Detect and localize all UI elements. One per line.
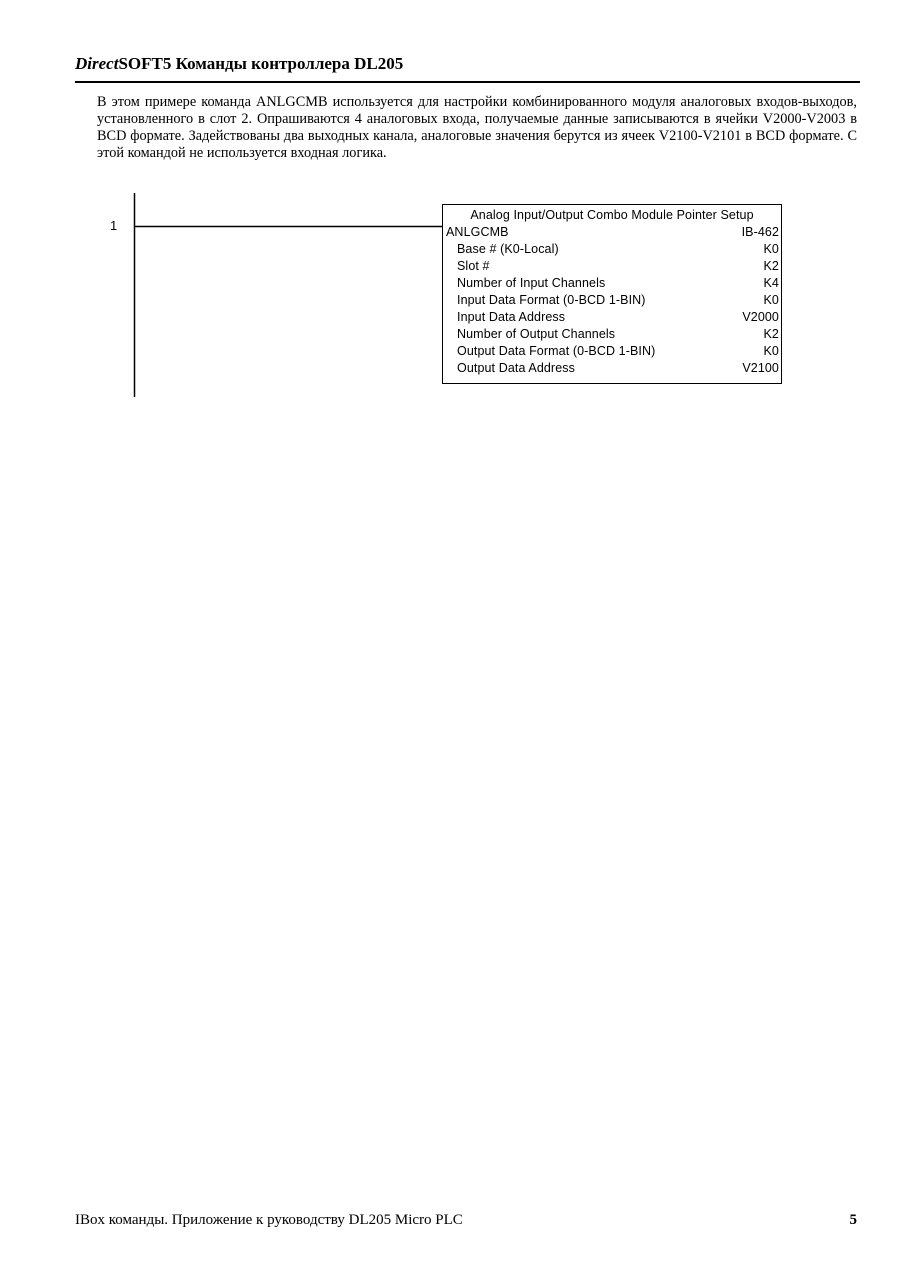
ibox-mnemonic: ANLGCMB [446, 225, 509, 239]
ibox-param-row [443, 292, 779, 309]
header-title-italic: Direct [75, 54, 119, 73]
param-value: V2100 [742, 361, 779, 375]
param-label: Number of Output Channels [457, 327, 616, 341]
param-label: Output Data Format (0-BCD 1-BIN) [457, 344, 656, 358]
ibox-param-row [443, 258, 779, 275]
rung-number: 1 [110, 218, 118, 233]
footer-title: IBox команды. Приложение к руководству DL205 Micro PLC [75, 1212, 463, 1228]
param-value: K4 [763, 276, 779, 290]
param-value: V2000 [742, 310, 779, 324]
ibox-param-row [443, 343, 779, 360]
intro-paragraph: В этом примере команда ANLGCMB используется для настройки комбинированного модуля аналоговых входов-выходов, установленного в слот 2. Опрашиваются 4 аналоговых входа, получаемые данные записываются в ячейки V2000-V2003 в BCD формате. Задействованы два выходных канала, аналоговые значения берутся из ячеек V2100-V2101 в BCD формате. С этой командой не используется входная логика. [97, 94, 857, 161]
ibox-param-row [443, 241, 779, 258]
param-value: K2 [763, 259, 779, 273]
param-value: K0 [763, 293, 779, 307]
param-label: Number of Input Channels [457, 276, 606, 290]
ibox-param-row [443, 360, 779, 377]
ibox-instruction-box[interactable] [442, 204, 782, 384]
ibox-number: IB-462 [741, 225, 779, 239]
param-value: K0 [763, 242, 779, 256]
header-title-rest: SOFT5 Команды контроллера DL205 [118, 54, 404, 73]
param-label: Slot # [457, 259, 490, 273]
ibox-param-row [443, 309, 779, 326]
ibox-param-row [443, 275, 779, 292]
param-label: Base # (K0-Local) [457, 242, 559, 256]
param-label: Input Data Address [457, 310, 566, 324]
ibox-title: Analog Input/Output Combo Module Pointer Setup [470, 208, 754, 222]
param-value: K0 [763, 344, 779, 358]
page-number: 5 [849, 1212, 857, 1228]
param-label: Input Data Format (0-BCD 1-BIN) [457, 293, 646, 307]
param-value: K2 [763, 327, 779, 341]
ibox-param-row [443, 326, 779, 343]
param-label: Output Data Address [457, 361, 575, 375]
